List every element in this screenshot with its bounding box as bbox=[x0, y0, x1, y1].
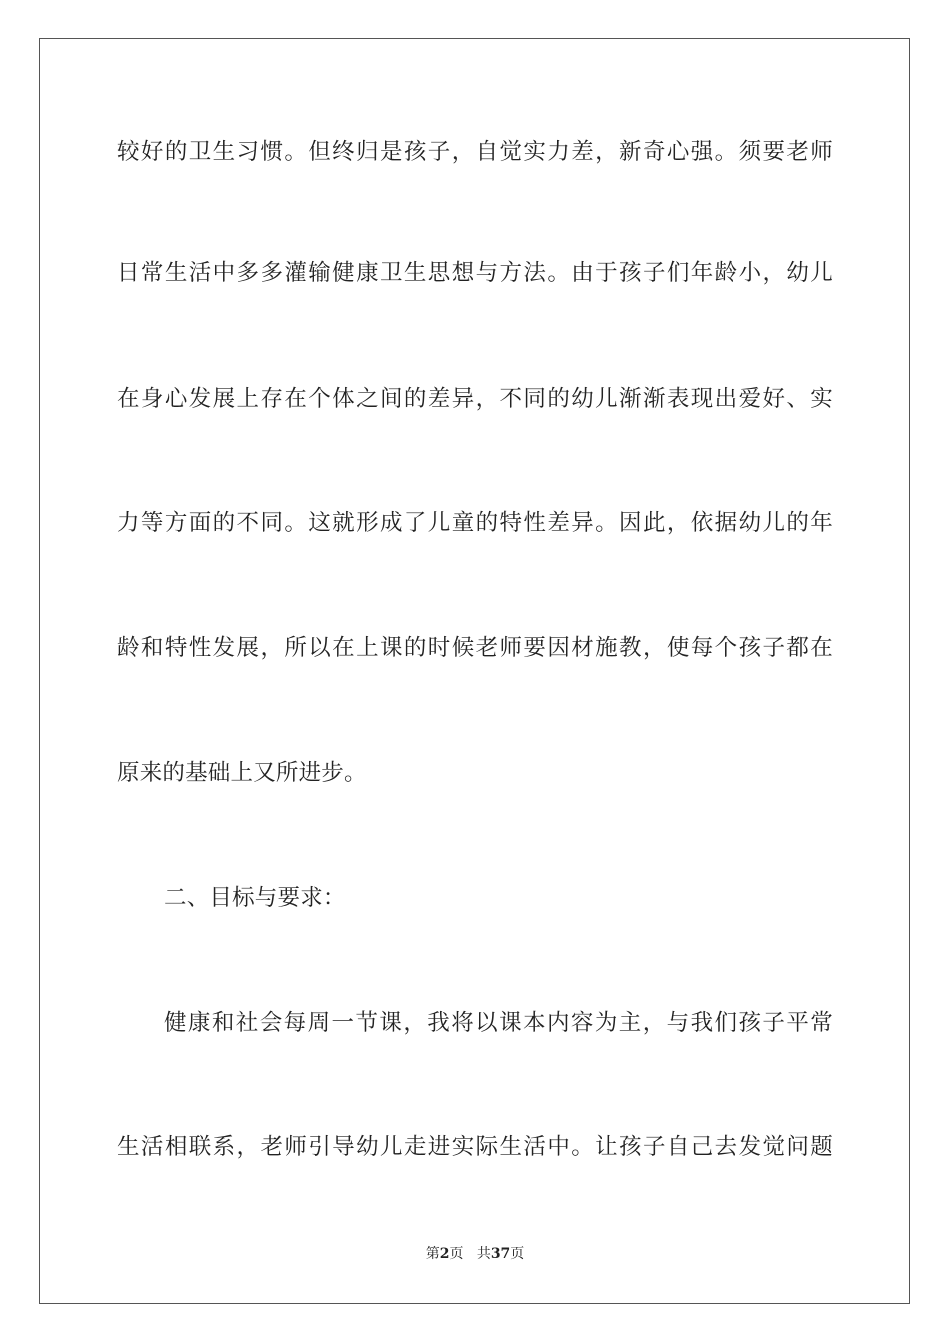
page-number: 2 bbox=[439, 1246, 450, 1262]
page-footer bbox=[0, 1245, 950, 1263]
total-pages: 37 bbox=[490, 1246, 511, 1262]
page-prefix: 第 bbox=[425, 1246, 440, 1262]
body-line-1: 较好的卫生习惯。但终归是孩子，自觉实力差，新奇心强。须要老师 bbox=[117, 139, 833, 165]
body-line-5: 龄和特性发展，所以在上课的时候老师要因材施教，使每个孩子都在 bbox=[117, 635, 833, 661]
para2-line-1: 健康和社会每周一节课，我将以课本内容为主，与我们孩子平常 bbox=[164, 1010, 833, 1036]
section-heading: 二、目标与要求： bbox=[164, 885, 346, 911]
body-line-2: 日常生活中多多灌输健康卫生思想与方法。由于孩子们年龄小，幼儿 bbox=[117, 260, 833, 286]
page-suffix: 页 bbox=[449, 1246, 464, 1262]
total-suffix: 页 bbox=[510, 1246, 525, 1262]
page-frame bbox=[39, 38, 910, 1304]
body-line-6: 原来的基础上又所进步。 bbox=[117, 760, 367, 786]
para2-line-2: 生活相联系，老师引导幼儿走进实际生活中。让孩子自己去发觉问题 bbox=[117, 1134, 833, 1160]
body-line-4: 力等方面的不同。这就形成了儿童的特性差异。因此，依据幼儿的年 bbox=[117, 510, 833, 536]
body-line-3: 在身心发展上存在个体之间的差异，不同的幼儿渐渐表现出爱好、实 bbox=[117, 386, 833, 412]
total-prefix: 共 bbox=[476, 1246, 491, 1262]
